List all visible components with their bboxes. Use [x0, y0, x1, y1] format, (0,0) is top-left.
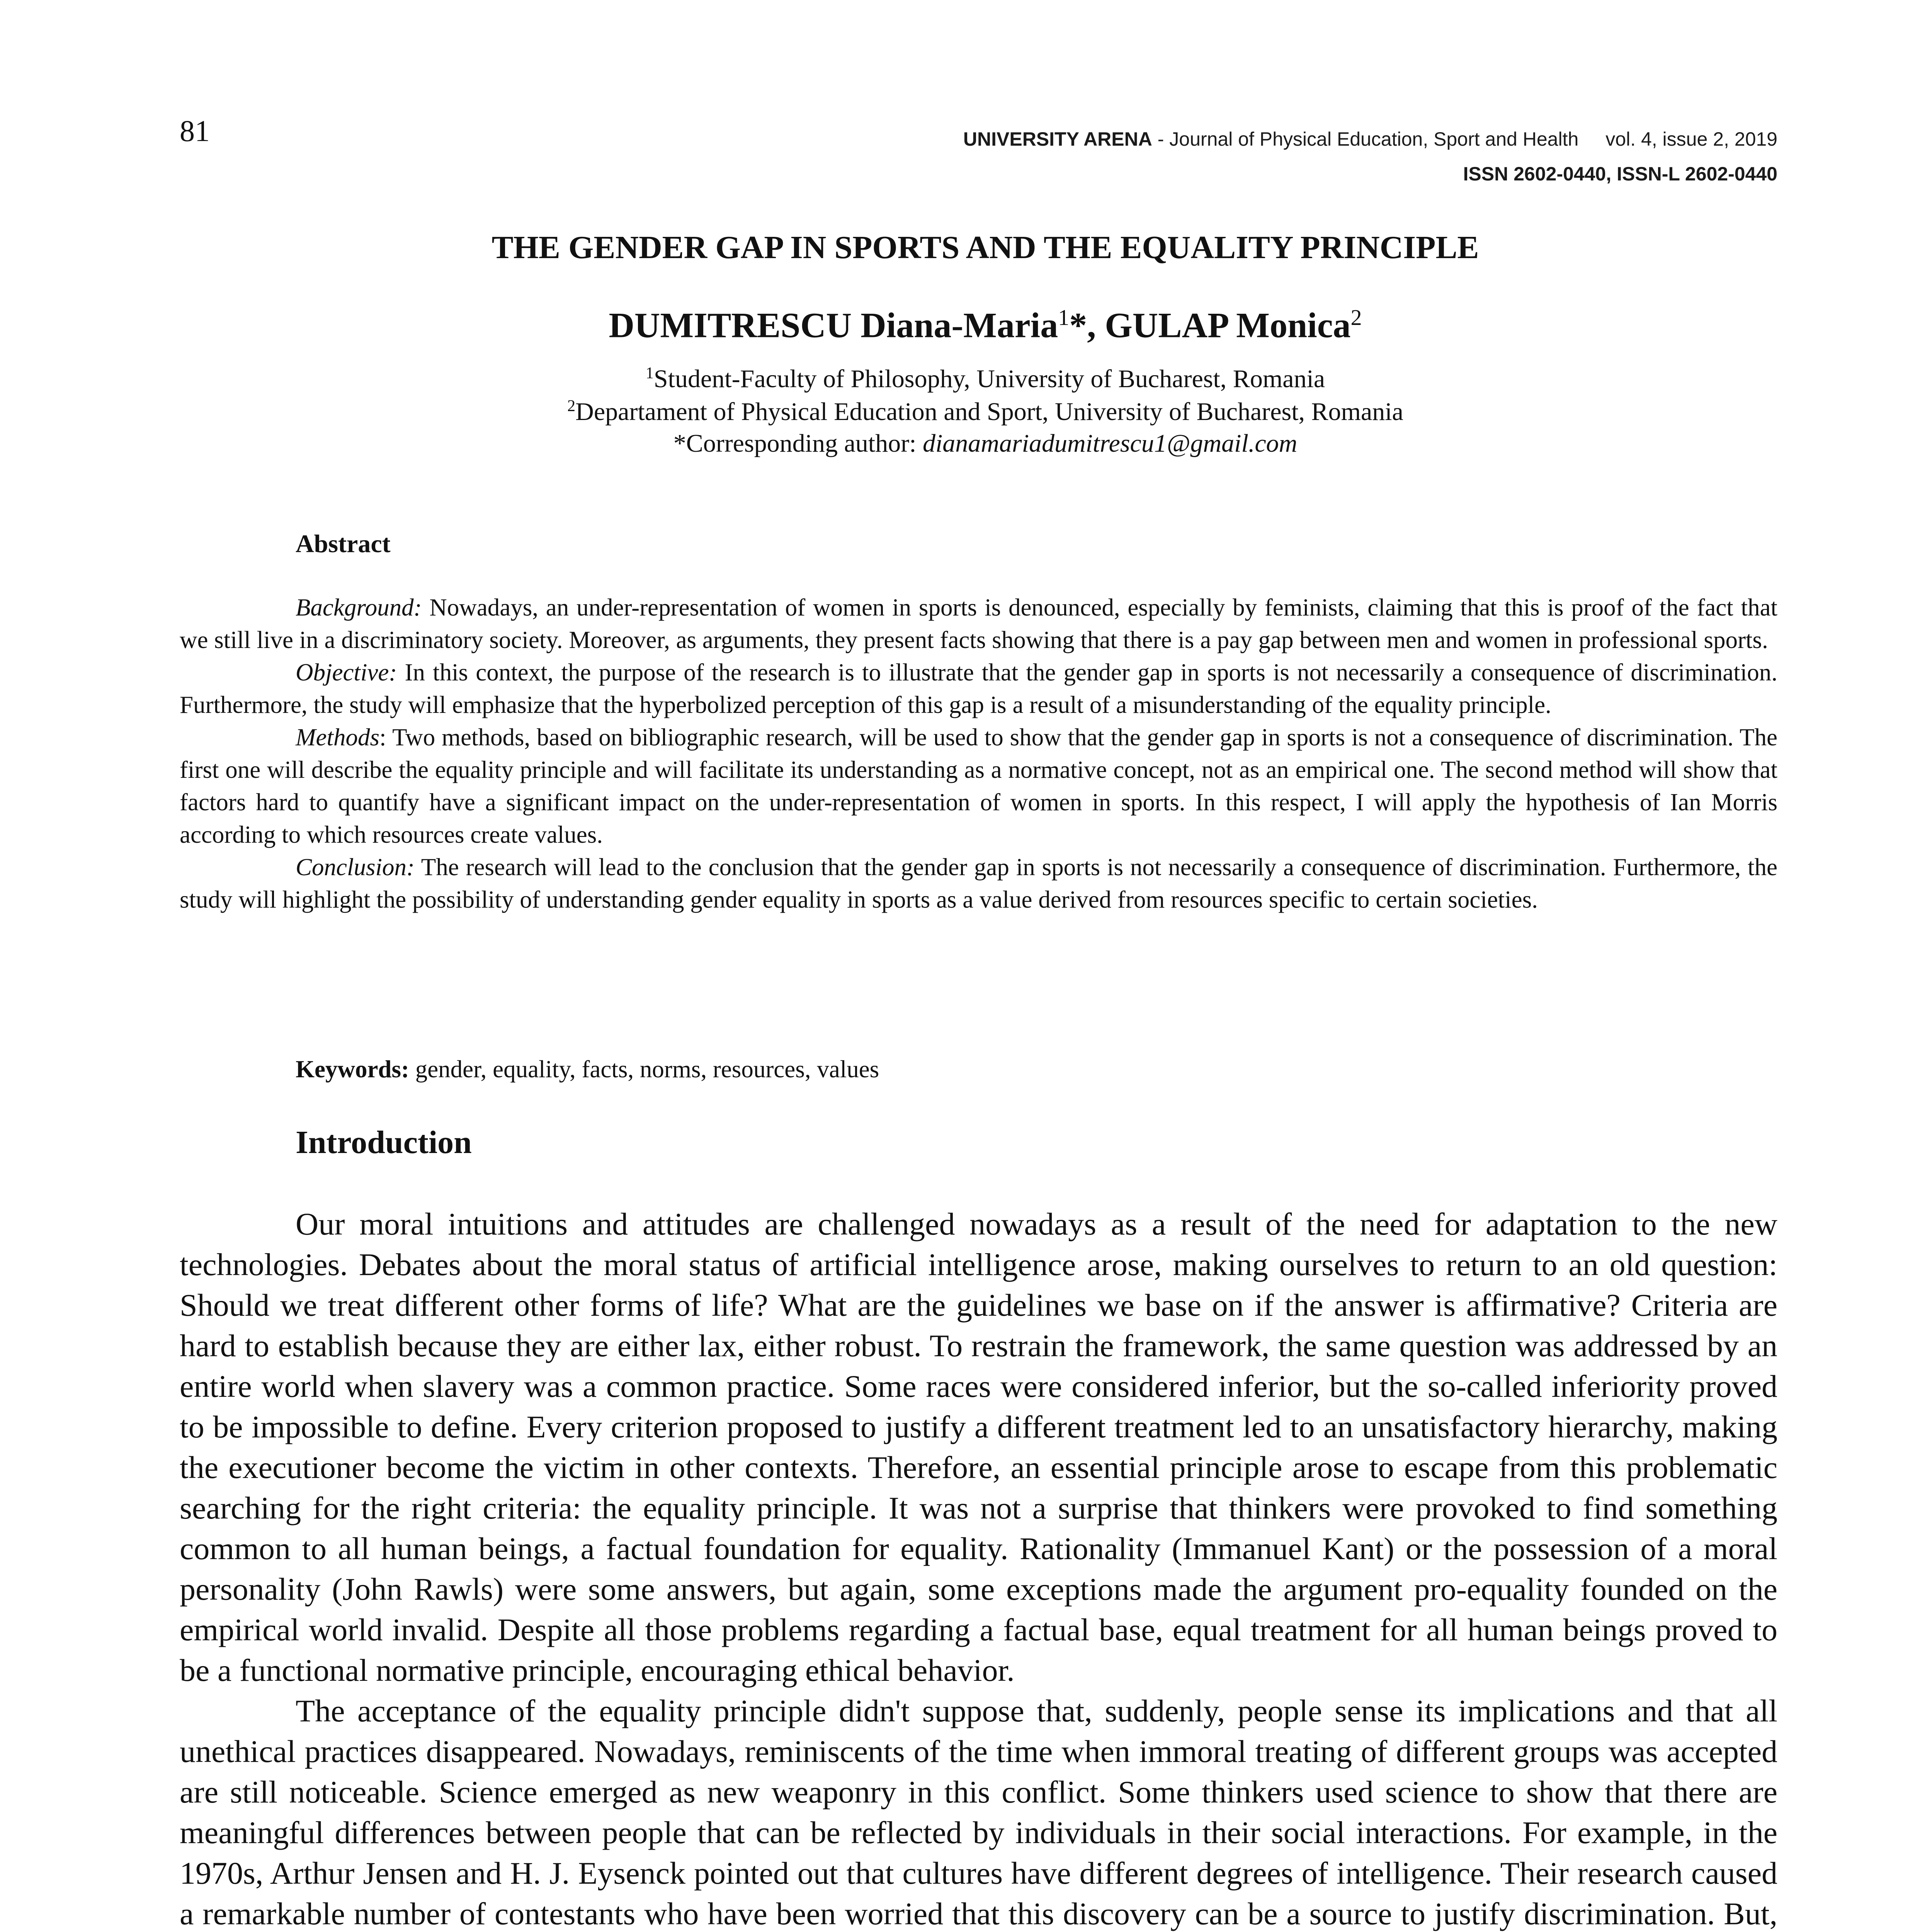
keywords-label: Keywords: — [296, 1056, 409, 1083]
corresponding-author — [0, 431, 1932, 456]
keywords — [296, 1053, 879, 1085]
introduction-body — [180, 1204, 1777, 1932]
objective-label: Objective: — [296, 659, 397, 686]
author-mark: *, — [1069, 305, 1105, 345]
paper-title: THE GENDER GAP IN SPORTS AND THE EQUALITY PRINCIPLE — [492, 230, 1479, 265]
introduction-heading: Introduction — [296, 1124, 472, 1160]
journal-header — [963, 122, 1777, 191]
affiliation-1 — [0, 365, 1932, 392]
background-text: Nowadays, an under-representation of women in sports is denounced, especially by feminists, claiming that this is proof of the fact that we still live in a discriminatory society. Moreover, as arguments, they present facts showing that there is a pay gap between men and women in professional sports. — [180, 594, 1777, 653]
journal-subtitle: - Journal of Physical Education, Sport and Health — [1152, 128, 1579, 150]
page-number: 81 — [180, 114, 210, 148]
author-second: GULAP Monica — [1105, 305, 1351, 345]
corresponding-label: *Corresponding author: — [673, 429, 923, 457]
issn-line — [963, 156, 1777, 191]
abstract-body — [180, 591, 1777, 916]
author-line — [0, 305, 1932, 345]
abstract-methods — [180, 721, 1777, 851]
issn: ISSN 2602-0440, ISSN-L 2602-0440 — [1463, 163, 1777, 185]
affiliation-1-sup: 1 — [645, 364, 654, 382]
keywords-text: gender, equality, facts, norms, resources, values — [409, 1056, 879, 1083]
abstract-conclusion — [180, 851, 1777, 916]
methods-text: : Two methods, based on bibliographic research, will be used to show that the gender gap in sports is not a consequence of discrimination. The first one will describe the equality principle and will facilitate its understanding as a normative concept, not as an empirical one. The second method will show that factors hard to quantify have a significant impact on the under-representation of women in sports. In this respect, I will apply the hypothesis of Ian Morris according to which resources create values. — [180, 724, 1777, 848]
conclusion-text: The research will lead to the conclusion that the gender gap in sports is not necessarily a consequence of discrimination. Furthermore, the study will highlight the possibility of understanding gender equality in sports as a value derived from resources specific to certain societies. — [180, 854, 1777, 913]
background-label: Background: — [296, 594, 422, 621]
abstract-objective — [180, 656, 1777, 721]
abstract-background — [180, 591, 1777, 656]
introduction-paragraph: The acceptance of the equality principle didn't suppose that, suddenly, people sense its implications and that all unethical practices disappeared. Nowadays, reminiscents of the time when immoral treating of different groups was accepted are still noticeable. Science emerged as new weaponry in this conflict. Some thinkers used science to show that there are meaningful differences between people that can be reflected by individuals in their social interactions. For example, in the 1970s, Arthur Jensen and H. J. Eysenck pointed out that cultures have different degrees of intelligence. Their research caused a remarkable number of contestants who have been worried that this discovery can be a source to justify discrimination. But, — [180, 1693, 1777, 1931]
conclusion-label: Conclusion: — [296, 854, 415, 881]
abstract-heading: Abstract — [296, 530, 391, 558]
author-second-sup: 2 — [1350, 305, 1362, 330]
affiliation-1-text: Student-Faculty of Philosophy, University of Bucharest, Romania — [653, 365, 1325, 393]
affiliation-2-text: Departament of Physical Education and Sport, University of Bucharest, Romania — [575, 398, 1403, 426]
journal-line — [963, 122, 1777, 156]
objective-text: In this context, the purpose of the research is to illustrate that the gender gap in sports is not necessarily a consequence of discrimination. Furthermore, the study will emphasize that the hyperbolized perception of this gap is a result of a misunderstanding of the equality principle. — [180, 659, 1777, 718]
methods-label: Methods — [296, 724, 379, 751]
affiliation-2 — [0, 398, 1932, 425]
journal-name: UNIVERSITY ARENA — [963, 128, 1152, 150]
introduction-paragraph: Our moral intuitions and attitudes are challenged nowadays as a result of the need for adaptation to the new technologies. Debates about the moral status of artificial intelligence arose, making ourselves to return to an old question: Should we treat different other forms of life? What are the guidelines we base on if the answer is affirmative? Criteria are hard to establish because they are either lax, either robust. To restrain the framework, the same question was addressed by an entire world when slavery was a common practice. Some races were considered inferior, but the so-called inferiority proved to be impossible to define. Every criterion proposed to justify a different treatment led to an unsatisfactory hierarchy, making the executioner become the victim in other contexts. Therefore, an essential principle arose to escape from this problematic searching for the right criteria: the equality principle. It was not a surprise that thinkers were provoked to find something common to all human beings, a factual foundation for equality. Rationality (Immanuel Kant) or the possession of a moral personality (John Rawls) were some answers, but again, some exceptions made the argument pro-equality founded on the empirical world invalid. Despite all those problems regarding a factual base, equal treatment for all human beings proved to be a functional normative principle, encouraging ethical behavior. — [180, 1206, 1777, 1688]
author-first-sup: 1 — [1058, 305, 1070, 330]
corresponding-email[interactable]: dianamariadumitrescu1@gmail.com — [922, 429, 1298, 457]
journal-volume: vol. 4, issue 2, 2019 — [1605, 128, 1777, 150]
author-first: DUMITRESCU Diana-Maria — [609, 305, 1058, 345]
affiliation-2-sup: 2 — [567, 397, 576, 415]
